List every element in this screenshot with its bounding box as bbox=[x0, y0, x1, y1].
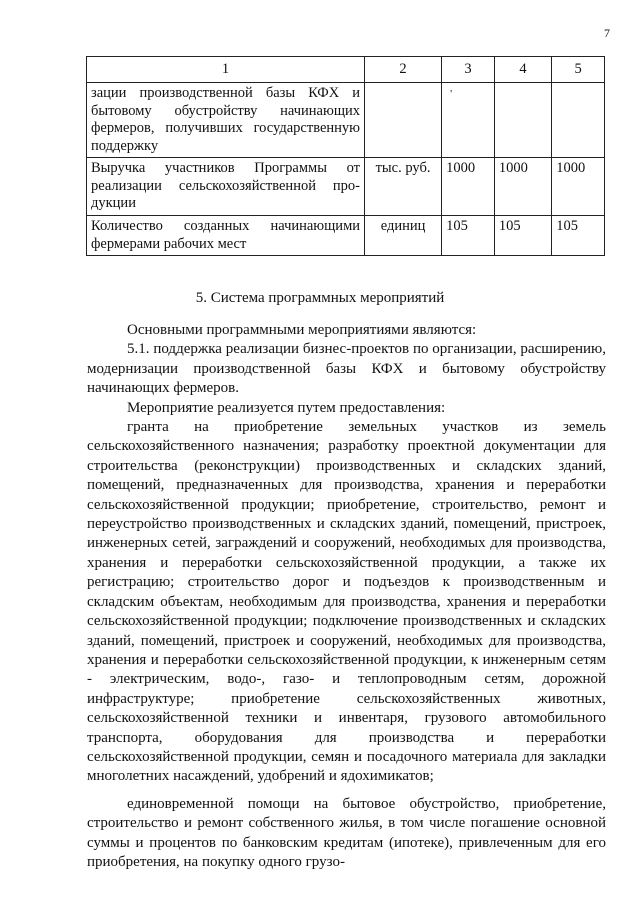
table-row bbox=[87, 216, 605, 256]
value-cell: 1000 bbox=[442, 158, 495, 216]
value-cell: 1000 bbox=[494, 158, 551, 216]
header-cell-3: 3 bbox=[442, 57, 495, 83]
header-cell-5: 5 bbox=[552, 57, 605, 83]
body-text bbox=[87, 321, 606, 872]
indicator-cell: зации производственной базы КФХ и бытовому обустройству начинающих фермеров, получивших государственную поддержку bbox=[87, 83, 365, 158]
unit-cell: единиц bbox=[365, 216, 442, 256]
header-cell-2: 2 bbox=[365, 57, 442, 83]
value-cell: 105 bbox=[442, 216, 495, 256]
value-cell: 105 bbox=[552, 216, 605, 256]
section-title: 5. Система программных мероприятий bbox=[195, 290, 445, 306]
value-cell: 1000 bbox=[552, 158, 605, 216]
paragraph: Основными программными мероприятиями являются: bbox=[127, 322, 477, 338]
value-cell: ' bbox=[450, 88, 453, 100]
paragraph: гранта на приобретение земельных участков из земель сельскохозяйственного назначения; разработку проектной документации для строительства (реконструкции) производственных и складских зданий, помещений, предназначенных для производства, хранения и переработки сельскохозяйственной продукции; приобретение, строительство, ремонт и переустройство производственных и складских зданий, помещений, пристроек, инженерных сетей, заграждений и сооружений, необходимых для производства, хранения и переработки сельскохозяйственной продукции, а также их регистрацию; строительство дорог и подъездов к производственным и складским объектам, необходимым для производства, хранения и переработки сельскохозяйственной продукции; подключение производственных и складских зданий, помещений, пристроек и сооружений, необходимых для производства, хранения и переработки сельскохозяйственной продукции, к инженерным сетям - электрическим, водо-, газо- и теплопроводным сетям, дорожной инфраструктуре; приобретение сельскохозяйственных животных, сельскохозяйственной техники и инвентаря, грузового автомобильного транспорта, оборудования для производства и переработки сельскохозяйственной продукции, семян и посадочного материала для закладки многолетних насаждений, удобрений и ядохимикатов; bbox=[87, 419, 606, 785]
page-number: 7 bbox=[604, 26, 610, 40]
paragraph: единовременной помощи на бытовое обустройство, приобретение, строительство и ремонт собственного жилья, в том числе погашение основной суммы и процентов по банковским кредитам (ипотеке), привлеченным для его приобретения, на покупку одного грузо- bbox=[87, 795, 606, 870]
header-cell-1: 1 bbox=[87, 57, 365, 83]
paragraph: Мероприятие реализуется путем предоставления: bbox=[127, 399, 446, 416]
table-row bbox=[87, 83, 605, 158]
unit-cell: тыс. руб. bbox=[365, 158, 442, 216]
paragraph: 5.1. поддержка реализации бизнес-проектов по организации, расширению, модернизации производственной базы КФХ и бытовому обустройству начинающих фермеров. bbox=[87, 341, 606, 397]
indicator-cell: Выручка участников Программы от реализации сельскохозяйственной про-дукции bbox=[87, 158, 365, 216]
indicators-table bbox=[86, 56, 605, 256]
header-cell-4: 4 bbox=[494, 57, 551, 83]
value-cell bbox=[552, 83, 605, 158]
value-cell: 105 bbox=[494, 216, 551, 256]
unit-cell bbox=[365, 83, 442, 158]
indicator-cell: Количество созданных начинающими фермерами рабочих мест bbox=[87, 216, 365, 256]
value-cell bbox=[494, 83, 551, 158]
table-header-row bbox=[87, 57, 605, 83]
table-row bbox=[87, 158, 605, 216]
